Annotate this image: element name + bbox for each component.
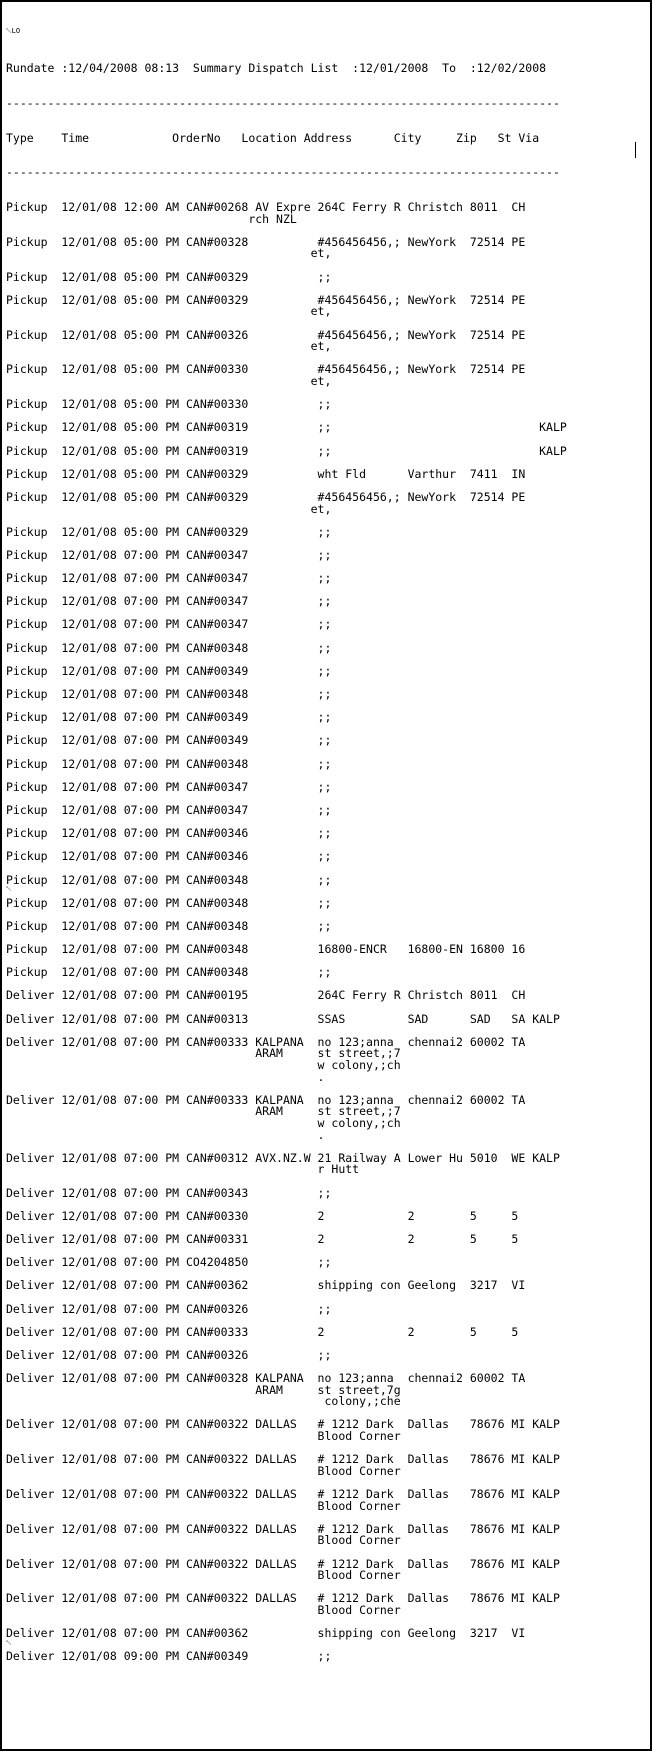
table-row[interactable] bbox=[6, 1280, 650, 1303]
table-row-wrap-line: Blood Corner bbox=[6, 1533, 401, 1548]
table-row-primary-line: Pickup 12/01/08 05:00 PM CAN#00329 wht Fld Varthur 7411 IN bbox=[6, 466, 526, 481]
table-row-primary-line: Pickup 12/01/08 05:00 PM CAN#00329 #456456456,; NewYork 72514 PE bbox=[6, 292, 526, 307]
table-row[interactable] bbox=[6, 1301, 650, 1327]
table-row-primary-line: Deliver 12/01/08 07:00 PM CAN#00322 DALLAS # 1212 Dark Dallas 78676 MI KALP bbox=[6, 1452, 560, 1467]
table-row-wrap-line: et, bbox=[6, 246, 332, 261]
table-row-primary-line: Deliver 12/01/08 09:00 PM CAN#00349 ;; bbox=[6, 1649, 332, 1664]
table-row[interactable] bbox=[6, 1419, 650, 1454]
table-row-primary-line: Deliver 12/01/08 07:00 PM CAN#00322 DALLAS # 1212 Dark Dallas 78676 MI KALP bbox=[6, 1556, 560, 1571]
table-row-primary-line: Pickup 12/01/08 07:00 PM CAN#00347 ;; bbox=[6, 617, 332, 632]
table-row[interactable] bbox=[6, 1373, 650, 1419]
table-row[interactable] bbox=[6, 1324, 650, 1350]
table-row-primary-line: Pickup 12/01/08 07:00 PM CAN#00348 ;; bbox=[6, 918, 332, 933]
table-row-primary-line: Deliver 12/01/08 07:00 PM CAN#00313 SSAS SAD SAD SA KALP bbox=[6, 1011, 560, 1026]
table-row-primary-line: Pickup 12/01/08 07:00 PM CAN#00349 ;; bbox=[6, 733, 332, 748]
table-row-primary-line: Pickup 12/01/08 07:00 PM CAN#00347 ;; bbox=[6, 594, 332, 609]
table-row-primary-line: Deliver 12/01/08 07:00 PM CAN#00333 KALPANA no 123;anna chennai2 60002 TA bbox=[6, 1034, 526, 1049]
column-header-line: Type Time OrderNo Location Address City Zip St Via bbox=[6, 130, 540, 145]
table-row-primary-line: Deliver 12/01/08 07:00 PM CAN#00362 shipping con Geelong 3217 VI bbox=[6, 1278, 526, 1293]
table-row-primary-line: Pickup 12/01/08 07:00 PM CAN#00348 ;; bbox=[6, 895, 332, 910]
table-row-primary-line: Deliver 12/01/08 07:00 PM CO4204850 ;; bbox=[6, 1255, 332, 1270]
table-row[interactable] bbox=[6, 327, 650, 365]
table-row-primary-line: Pickup 12/01/08 07:00 PM CAN#00346 ;; bbox=[6, 826, 332, 841]
table-row[interactable] bbox=[6, 596, 650, 619]
table-row-primary-line: Pickup 12/01/08 05:00 PM CAN#00330 #456456456,; NewYork 72514 PE bbox=[6, 362, 526, 377]
table-row-primary-line: Pickup 12/01/08 07:00 PM CAN#00347 ;; bbox=[6, 779, 332, 794]
table-row-primary-line: Pickup 12/01/08 07:00 PM CAN#00349 ;; bbox=[6, 710, 332, 725]
table-row-wrap-line: r Hutt bbox=[6, 1162, 360, 1177]
table-row-primary-line: Pickup 12/01/08 07:00 PM CAN#00348 ;; bbox=[6, 687, 332, 702]
table-row[interactable] bbox=[6, 1034, 650, 1095]
table-row-wrap-line: et, bbox=[6, 501, 332, 516]
table-row-wrap-line: Blood Corner bbox=[6, 1463, 401, 1478]
table-row-primary-line: ␀ bbox=[6, 885, 12, 894]
table-row-wrap-line: Blood Corner bbox=[6, 1602, 401, 1617]
table-row[interactable] bbox=[6, 1521, 650, 1559]
table-row-wrap-line: et, bbox=[6, 339, 332, 354]
table-row[interactable] bbox=[6, 1185, 650, 1211]
table-row[interactable] bbox=[6, 1347, 650, 1373]
header-separator-top: -------------------------------------------------------------------------------- bbox=[6, 95, 560, 110]
table-row-primary-line: ␀ bbox=[6, 1638, 12, 1647]
table-row-wrap-line: w colony,;ch bbox=[6, 1116, 401, 1130]
table-row[interactable] bbox=[6, 422, 650, 445]
table-row[interactable] bbox=[6, 466, 650, 492]
table-row-primary-line: Pickup 12/01/08 05:00 PM CAN#00330 ;; bbox=[6, 397, 332, 412]
table-row-primary-line: Pickup 12/01/08 05:00 PM CAN#00329 ;; bbox=[6, 524, 332, 539]
table-row-primary-line: Pickup 12/01/08 07:00 PM CAN#00348 ;; bbox=[6, 965, 332, 980]
table-row-primary-line: Pickup 12/01/08 07:00 PM CAN#00348 ;; bbox=[6, 640, 332, 655]
table-row[interactable] bbox=[6, 202, 650, 237]
table-row-wrap-line: Blood Corner bbox=[6, 1568, 401, 1583]
table-row-primary-line: Deliver 12/01/08 07:00 PM CAN#00362 shipping con Geelong 3217 VI bbox=[6, 1626, 526, 1641]
table-row[interactable] bbox=[6, 895, 650, 921]
table-row-primary-line: Pickup 12/01/08 05:00 PM CAN#00329 #456456456,; NewYork 72514 PE bbox=[6, 489, 526, 504]
table-row-primary-line: Deliver 12/01/08 07:00 PM CAN#00343 ;; bbox=[6, 1185, 332, 1200]
table-row[interactable] bbox=[6, 1011, 650, 1037]
table-row-wrap-line: colony,;che bbox=[6, 1394, 401, 1409]
table-row-primary-line: Pickup 12/01/08 05:00 PM CAN#00319 ;; KALP bbox=[6, 420, 567, 435]
table-row-primary-line: Pickup 12/01/08 07:00 PM CAN#00347 ;; bbox=[6, 571, 332, 586]
table-row[interactable] bbox=[6, 802, 650, 828]
table-row[interactable] bbox=[6, 689, 650, 712]
table-row-wrap-line: ARAM st street,;7 bbox=[6, 1046, 401, 1061]
table-row-primary-line: Pickup 12/01/08 05:00 PM CAN#00319 ;; KALP bbox=[6, 443, 567, 458]
table-row-primary-line: Deliver 12/01/08 07:00 PM CAN#00333 2 2 5 5 bbox=[6, 1324, 519, 1339]
control-glyph-top: ␀LO bbox=[6, 27, 21, 36]
table-row[interactable] bbox=[6, 1150, 650, 1188]
table-row[interactable] bbox=[6, 1257, 650, 1280]
table-row-primary-line: Pickup 12/01/08 05:00 PM CAN#00328 #456456456,; NewYork 72514 PE bbox=[6, 234, 526, 249]
table-row[interactable] bbox=[6, 756, 650, 782]
table-row[interactable] bbox=[6, 967, 650, 990]
table-row[interactable] bbox=[6, 1651, 650, 1663]
table-row-primary-line: Deliver 12/01/08 07:00 PM CAN#00326 ;; bbox=[6, 1347, 332, 1362]
table-row[interactable] bbox=[6, 828, 650, 851]
table-row[interactable] bbox=[6, 851, 650, 874]
table-row[interactable] bbox=[6, 1092, 650, 1153]
table-row[interactable] bbox=[6, 735, 650, 758]
table-row-primary-line: Deliver 12/01/08 07:00 PM CAN#00195 264C Ferry R Christch 8011 CH bbox=[6, 988, 526, 1003]
table-row-wrap-line: Blood Corner bbox=[6, 1498, 401, 1513]
table-row[interactable] bbox=[6, 573, 650, 596]
table-row[interactable] bbox=[6, 1208, 650, 1234]
table-row-primary-line: Pickup 12/01/08 07:00 PM CAN#00348 ;; bbox=[6, 872, 332, 887]
table-row[interactable] bbox=[6, 1231, 650, 1257]
table-row-primary-line: Pickup 12/01/08 07:00 PM CAN#00348 16800-ENCR 16800-EN 16800 16 bbox=[6, 942, 526, 957]
table-row[interactable] bbox=[6, 547, 650, 573]
table-row[interactable] bbox=[6, 990, 650, 1013]
report-body bbox=[2, 2, 650, 1686]
table-row-primary-line: Deliver 12/01/08 07:00 PM CAN#00322 DALLAS # 1212 Dark Dallas 78676 MI KALP bbox=[6, 1487, 560, 1501]
table-row[interactable] bbox=[6, 1593, 650, 1628]
table-row-wrap-line: ARAM st street,;7 bbox=[6, 1104, 401, 1119]
table-row[interactable] bbox=[6, 234, 650, 272]
table-row-wrap-line: . bbox=[6, 1069, 325, 1084]
table-row[interactable] bbox=[6, 524, 650, 550]
table-row-primary-line: Deliver 12/01/08 07:00 PM CAN#00322 DALLAS # 1212 Dark Dallas 78676 MI KALP bbox=[6, 1417, 560, 1432]
report-rundate-line: Rundate :12/04/2008 08:13 Summary Dispatch List :12/01/2008 To :12/02/2008 bbox=[6, 60, 547, 75]
table-row-wrap-line: ARAM st street,7g bbox=[6, 1382, 401, 1397]
table-row-wrap-line: Blood Corner bbox=[6, 1429, 401, 1444]
table-row[interactable] bbox=[6, 944, 650, 967]
table-row-primary-line: Pickup 12/01/08 12:00 AM CAN#00268 AV Expre 264C Ferry R Christch 8011 CH bbox=[6, 200, 526, 215]
table-row[interactable] bbox=[6, 269, 650, 295]
table-row[interactable] bbox=[6, 779, 650, 805]
table-row-primary-line: Pickup 12/01/08 05:00 PM CAN#00329 ;; bbox=[6, 269, 332, 284]
table-row-wrap-line: w colony,;ch bbox=[6, 1058, 401, 1073]
table-row-primary-line: Deliver 12/01/08 07:00 PM CAN#00322 DALLAS # 1212 Dark Dallas 78676 MI KALP bbox=[6, 1591, 560, 1606]
table-row[interactable] bbox=[6, 918, 650, 944]
table-row-primary-line: Pickup 12/01/08 05:00 PM CAN#00326 #456456456,; NewYork 72514 PE bbox=[6, 327, 526, 342]
table-row[interactable] bbox=[6, 443, 650, 469]
table-row-primary-line: Pickup 12/01/08 07:00 PM CAN#00346 ;; bbox=[6, 849, 332, 864]
table-row[interactable] bbox=[6, 364, 650, 399]
table-row[interactable] bbox=[6, 663, 650, 689]
table-row-primary-line: Deliver 12/01/08 07:00 PM CAN#00312 AVX.NZ.W 21 Railway A Lower Hu 5010 WE KALP bbox=[6, 1150, 560, 1165]
table-row[interactable] bbox=[6, 1628, 650, 1640]
table-row[interactable] bbox=[6, 712, 650, 735]
table-row[interactable] bbox=[6, 399, 650, 422]
table-row-primary-line: Deliver 12/01/08 07:00 PM CAN#00326 ;; bbox=[6, 1301, 332, 1316]
right-edge-tick bbox=[635, 142, 636, 158]
table-row-primary-line: Deliver 12/01/08 07:00 PM CAN#00331 2 2 5 5 bbox=[6, 1231, 519, 1246]
table-row-wrap-line: et, bbox=[6, 304, 332, 319]
report-rows bbox=[6, 202, 650, 1663]
table-row[interactable] bbox=[6, 619, 650, 642]
table-row-wrap-line: rch NZL bbox=[6, 211, 297, 226]
table-row[interactable] bbox=[6, 1556, 650, 1594]
table-row-wrap-line: . bbox=[6, 1127, 325, 1142]
table-row[interactable] bbox=[6, 1454, 650, 1489]
table-row-primary-line: Pickup 12/01/08 07:00 PM CAN#00347 ;; bbox=[6, 802, 332, 817]
table-row-primary-line: Pickup 12/01/08 07:00 PM CAN#00347 ;; bbox=[6, 547, 332, 562]
header-separator-bottom: -------------------------------------------------------------------------------- bbox=[6, 165, 560, 180]
table-row-primary-line: Deliver 12/01/08 07:00 PM CAN#00322 DALLAS # 1212 Dark Dallas 78676 MI KALP bbox=[6, 1521, 560, 1536]
table-row-wrap-line: et, bbox=[6, 374, 332, 388]
table-row-primary-line: Deliver 12/01/08 07:00 PM CAN#00330 2 2 5 5 bbox=[6, 1208, 519, 1223]
table-row-primary-line: Deliver 12/01/08 07:00 PM CAN#00328 KALPANA no 123;anna chennai2 60002 TA bbox=[6, 1371, 526, 1386]
table-row-primary-line: Deliver 12/01/08 07:00 PM CAN#00333 KALPANA no 123;anna chennai2 60002 TA bbox=[6, 1092, 526, 1107]
table-row[interactable] bbox=[6, 640, 650, 666]
table-row[interactable] bbox=[6, 292, 650, 330]
table-row[interactable] bbox=[6, 872, 650, 887]
table-row-primary-line: Pickup 12/01/08 07:00 PM CAN#00348 ;; bbox=[6, 756, 332, 771]
table-row-primary-line: Pickup 12/01/08 07:00 PM CAN#00349 ;; bbox=[6, 663, 332, 678]
table-row[interactable] bbox=[6, 1489, 650, 1524]
table-row[interactable] bbox=[6, 489, 650, 527]
